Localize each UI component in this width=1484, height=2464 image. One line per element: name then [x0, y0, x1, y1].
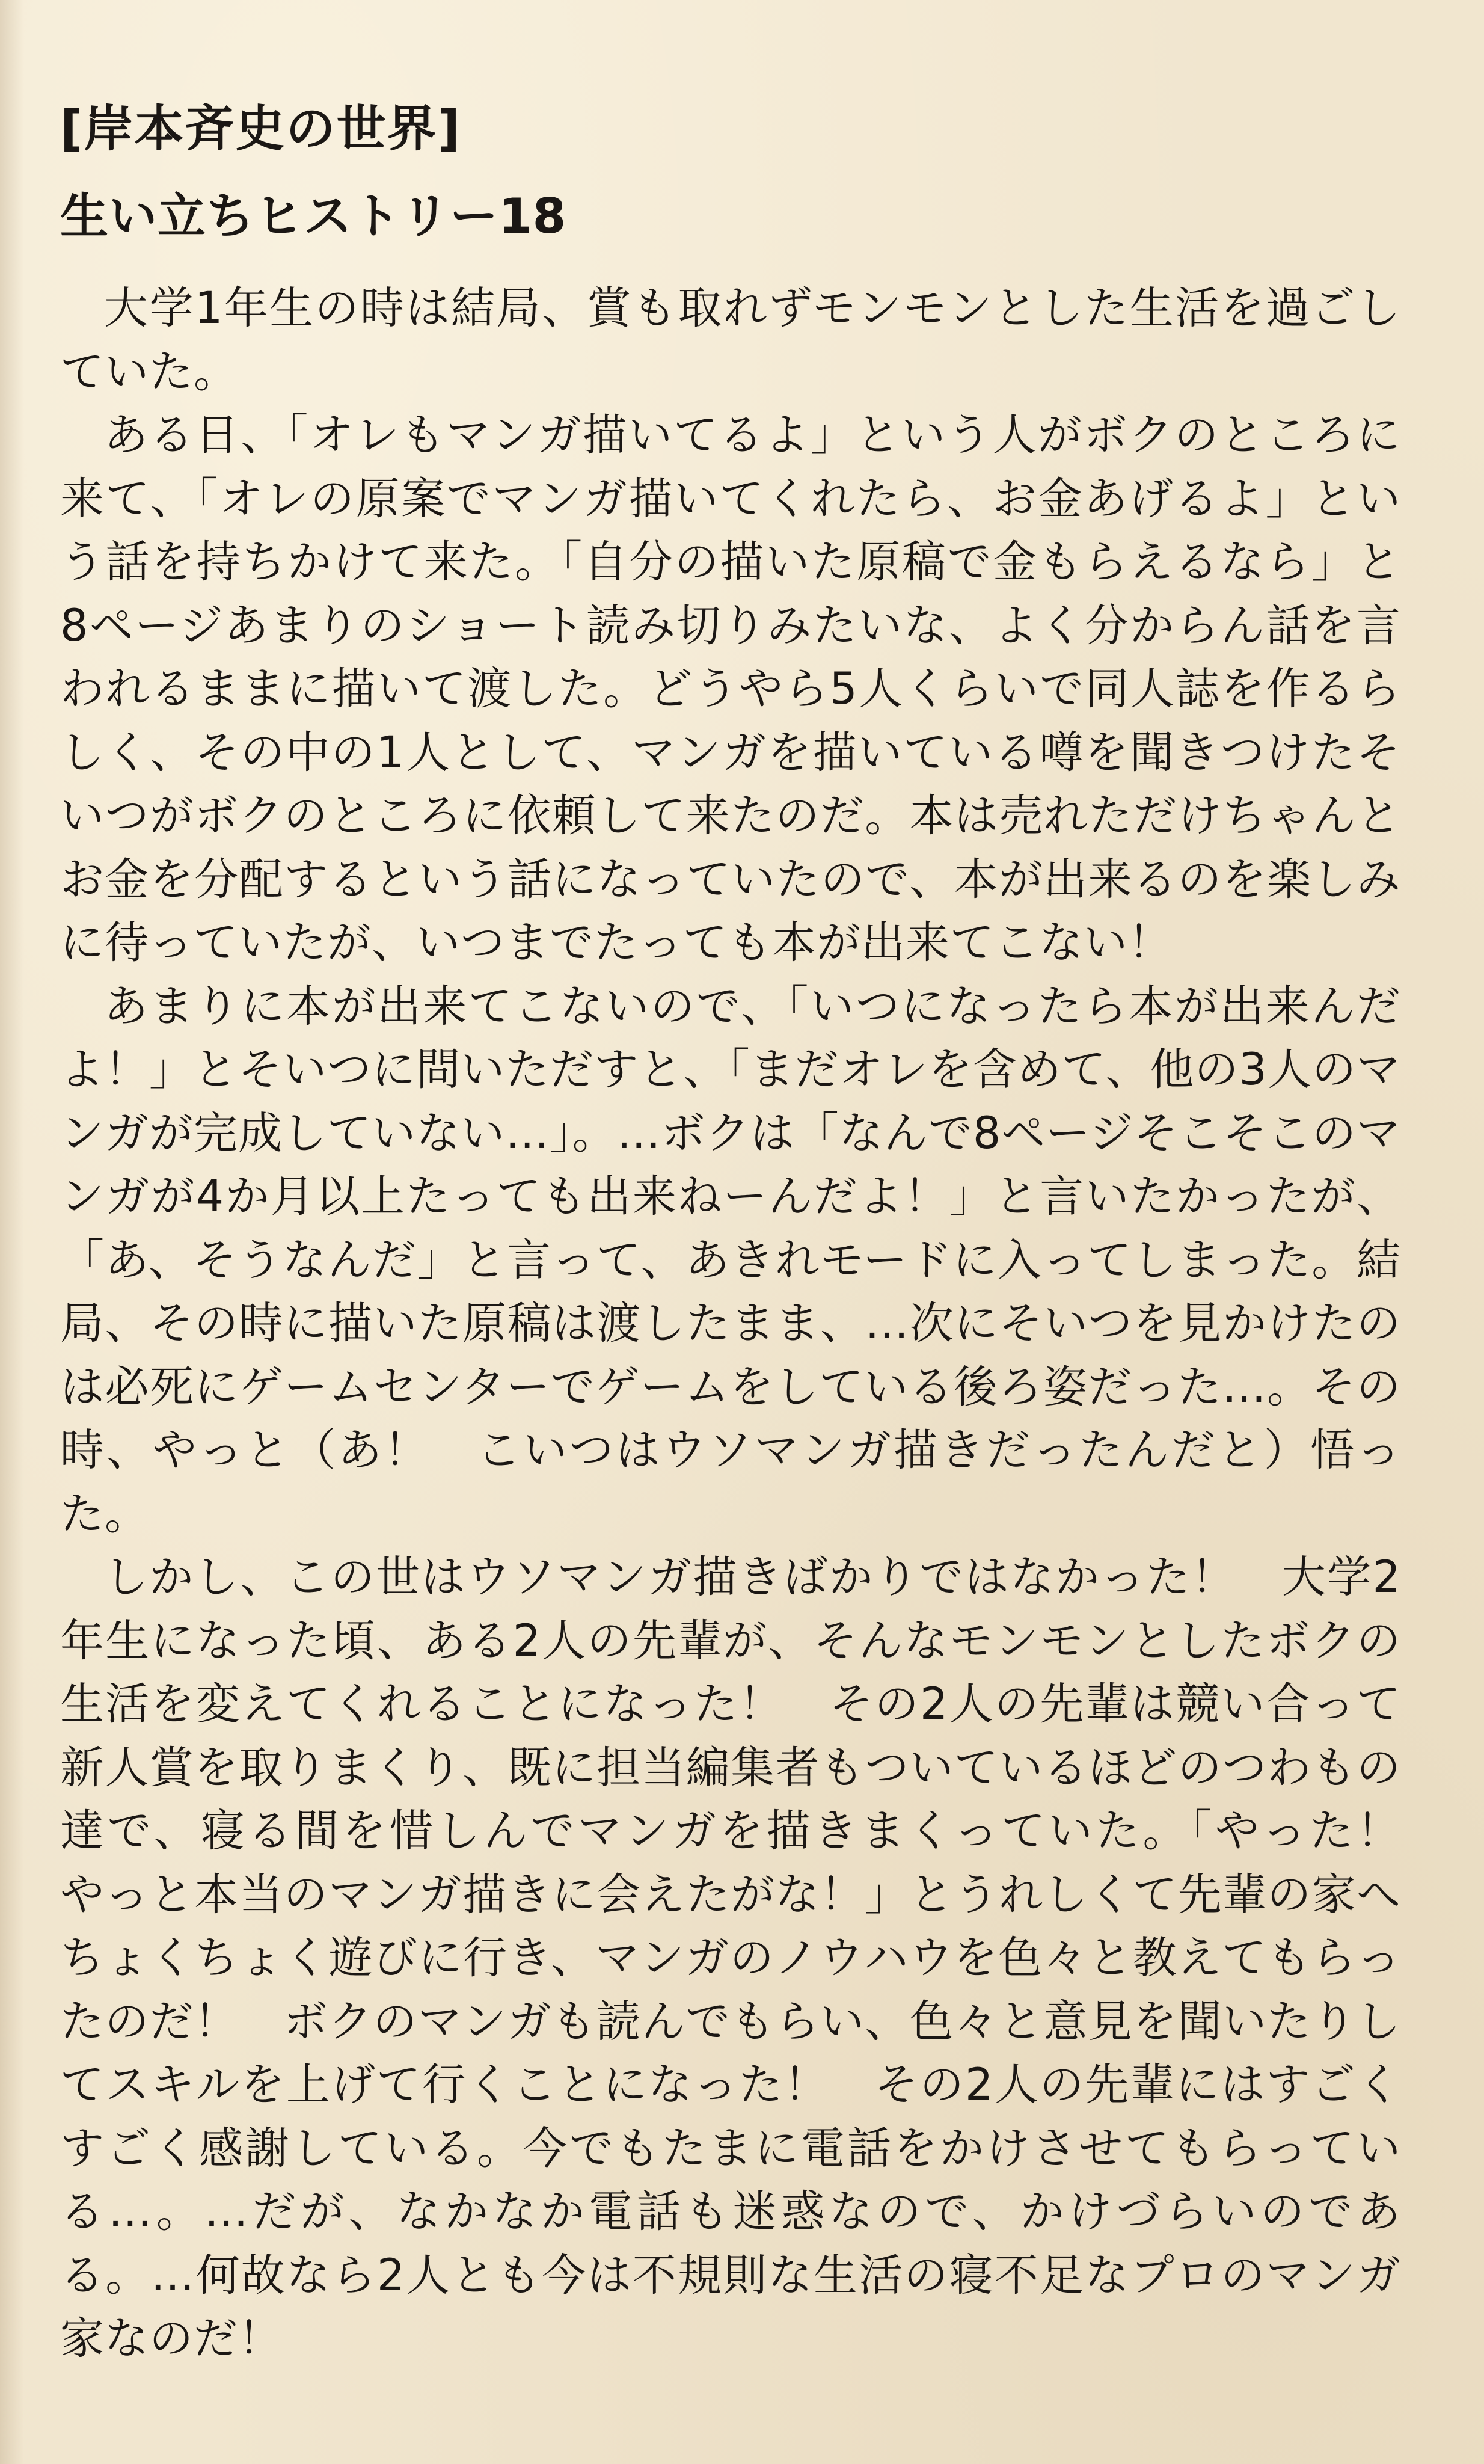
series-title: [岸本斉史の世界] [60, 100, 461, 158]
page-header [60, 99, 1383, 247]
body-text [60, 277, 1446, 2371]
paragraph-3: あまりに本が出来てこないので、「いつになったら本が出来んだよ！」とそいつに問いただすと、「まだオレを含めて、他の3人のマンガが完成していない…」。…ボクは「なんで8ページそこそこのマンガが4か月以上たっても出来ねーんだよ！」と言いたかったが、「あ、そうなんだ」と言って、あきれモードに入ってしまった。結局、その時に描いた原稿は渡したまま、…次にそいつを見かけたのは必死にゲームセンターでゲームをしている後ろ姿だった…。その時、やっと（あ！ こいつはウソマンガ描きだったんだと）悟った。 [60, 980, 1401, 1540]
paragraph-2: ある日、「オレもマンガ描いてるよ」という人がボクのところに来て、「オレの原案でマンガ描いてくれたら、お金あげるよ」という話を持ちかけて来た。「自分の描いた原稿で金もらえるなら」と8ページあまりのショート読み切りみたいな、よく分からん話を言われるままに描いて渡した。どうやら5人くらいで同人誌を作るらしく、その中の1人として、マンガを描いている噂を聞きつけたそいつがボクのところに依頼して来たのだ。本は売れただけちゃんとお金を分配するという話になっていたので、本が出来るのを楽しみに待っていたが、いつまでたっても本が出来てこない！ [60, 410, 1401, 968]
paragraph-1: 大学1年生の時は結局、賞も取れずモンモンとした生活を過ごしていた。 [60, 283, 1401, 398]
paragraph-4: しかし、この世はウソマンガ描きばかりではなかった！ 大学2年生になった頃、ある2人の先輩が、そんなモンモンとしたボクの生活を変えてくれることになった！ その2人の先輩は競い合って新人賞を取りまくり、既に担当編集者もついているほどのつわもの達で、寝る間を惜しんでマンガを描きまくっていた。「やった！ やっと本当のマンガ描きに会えたがな！」とうれしくて先輩の家へちょくちょく遊びに行き、マンガのノウハウを色々と教えてもらったのだ！ ボクのマンガも読んでもらい、色々と意見を聞いたりしてスキルを上げて行くことになった！ その2人の先輩にはすごくすごく感謝している。今でもたまに電話をかけさせてもらっている…。…だが、なかなか電話も迷惑なので、かけづらいのである。…何故なら2人とも今は不規則な生活の寝不足なプロのマンガ家なのだ！ [60, 1552, 1446, 2364]
page-edge-shadow [0, 0, 24, 2464]
chapter-title: 生い立ちヒストリー18 [60, 188, 567, 244]
